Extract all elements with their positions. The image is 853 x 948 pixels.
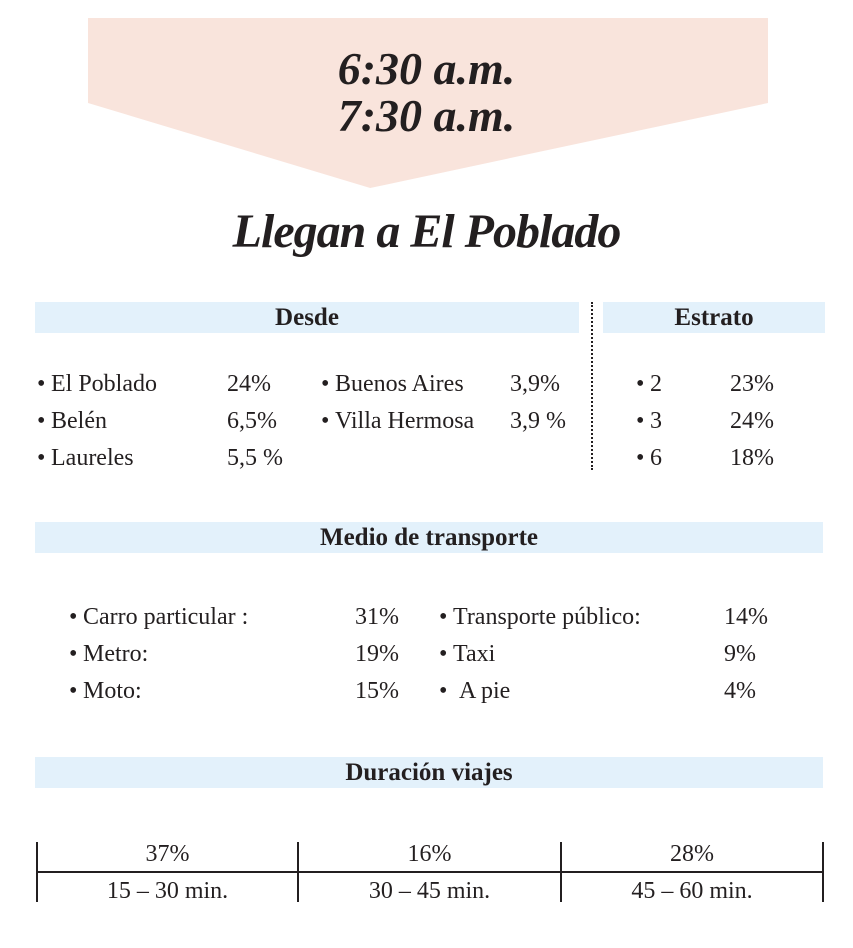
desde-item-value: 3,9 % [510, 408, 566, 434]
transporte-item-value: 31% [355, 604, 399, 630]
transporte-item-name: Metro: [83, 641, 149, 667]
transporte-header: Medio de transporte [35, 522, 823, 553]
transporte-item-value: 15% [355, 678, 399, 704]
duracion-percent: 28% [670, 841, 714, 867]
desde-header: Desde [35, 302, 579, 333]
desde-item: • Buenos Aires [321, 371, 464, 397]
estrato-item-name: 6 [650, 445, 662, 471]
transporte-item: • Metro: [69, 641, 149, 667]
desde-item-name: Laureles [51, 445, 134, 471]
estrato-item-name: 2 [650, 371, 662, 397]
table-divider [37, 871, 823, 873]
estrato-item: • 2 [636, 371, 662, 397]
desde-item-name: El Poblado [51, 371, 157, 397]
estrato-item-name: 3 [650, 408, 662, 434]
duracion-range: 30 – 45 min. [368, 878, 491, 904]
estrato-item-value: 23% [730, 371, 774, 397]
time-start: 6:30 a.m. [337, 43, 516, 94]
transporte-item: • Transporte público: [439, 604, 641, 630]
desde-item: • Belén [37, 408, 107, 434]
desde-item: • Laureles [37, 445, 134, 471]
duracion-range: 15 – 30 min. [106, 878, 229, 904]
desde-item-value: 3,9% [510, 371, 560, 397]
desde-item: • El Poblado [37, 371, 157, 397]
transporte-item-value: 19% [355, 641, 399, 667]
page-title: Llegan a El Poblado [232, 205, 621, 258]
desde-item-name: Villa Hermosa [335, 408, 475, 434]
estrato-item: • 6 [636, 445, 662, 471]
desde-item-value: 6,5% [227, 408, 277, 434]
transporte-item-value: 4% [724, 678, 756, 704]
transporte-item-name: Transporte público: [453, 604, 641, 630]
duracion-percent: 37% [145, 841, 190, 867]
duracion-percent: 16% [407, 841, 452, 867]
desde-item-name: Belén [51, 408, 107, 434]
desde-item-value: 24% [227, 371, 271, 397]
transporte-item-name: Taxi [453, 641, 496, 667]
time-end: 7:30 a.m. [337, 90, 516, 141]
estrato-item-value: 18% [730, 445, 774, 471]
transporte-item-name: Moto: [83, 678, 142, 704]
transporte-item-name: A pie [459, 678, 511, 704]
transporte-item: • Taxi [439, 641, 496, 667]
desde-item-name: Buenos Aires [335, 371, 464, 397]
estrato-header: Estrato [603, 302, 825, 333]
transporte-item-name: Carro particular : [83, 604, 249, 630]
section-divider [591, 302, 593, 470]
duracion-header: Duración viajes [35, 757, 823, 788]
transporte-item-value: 9% [724, 641, 756, 667]
estrato-item-value: 24% [730, 408, 774, 434]
desde-item-value: 5,5 % [227, 445, 283, 471]
transporte-item: • Carro particular : [69, 604, 249, 630]
duracion-range: 45 – 60 min. [631, 878, 753, 904]
transporte-item: • Moto: [69, 678, 142, 704]
desde-item: • Villa Hermosa [321, 408, 475, 434]
transporte-item-value: 14% [724, 604, 768, 630]
transporte-item: • A pie [439, 678, 511, 704]
estrato-item: • 3 [636, 408, 662, 434]
